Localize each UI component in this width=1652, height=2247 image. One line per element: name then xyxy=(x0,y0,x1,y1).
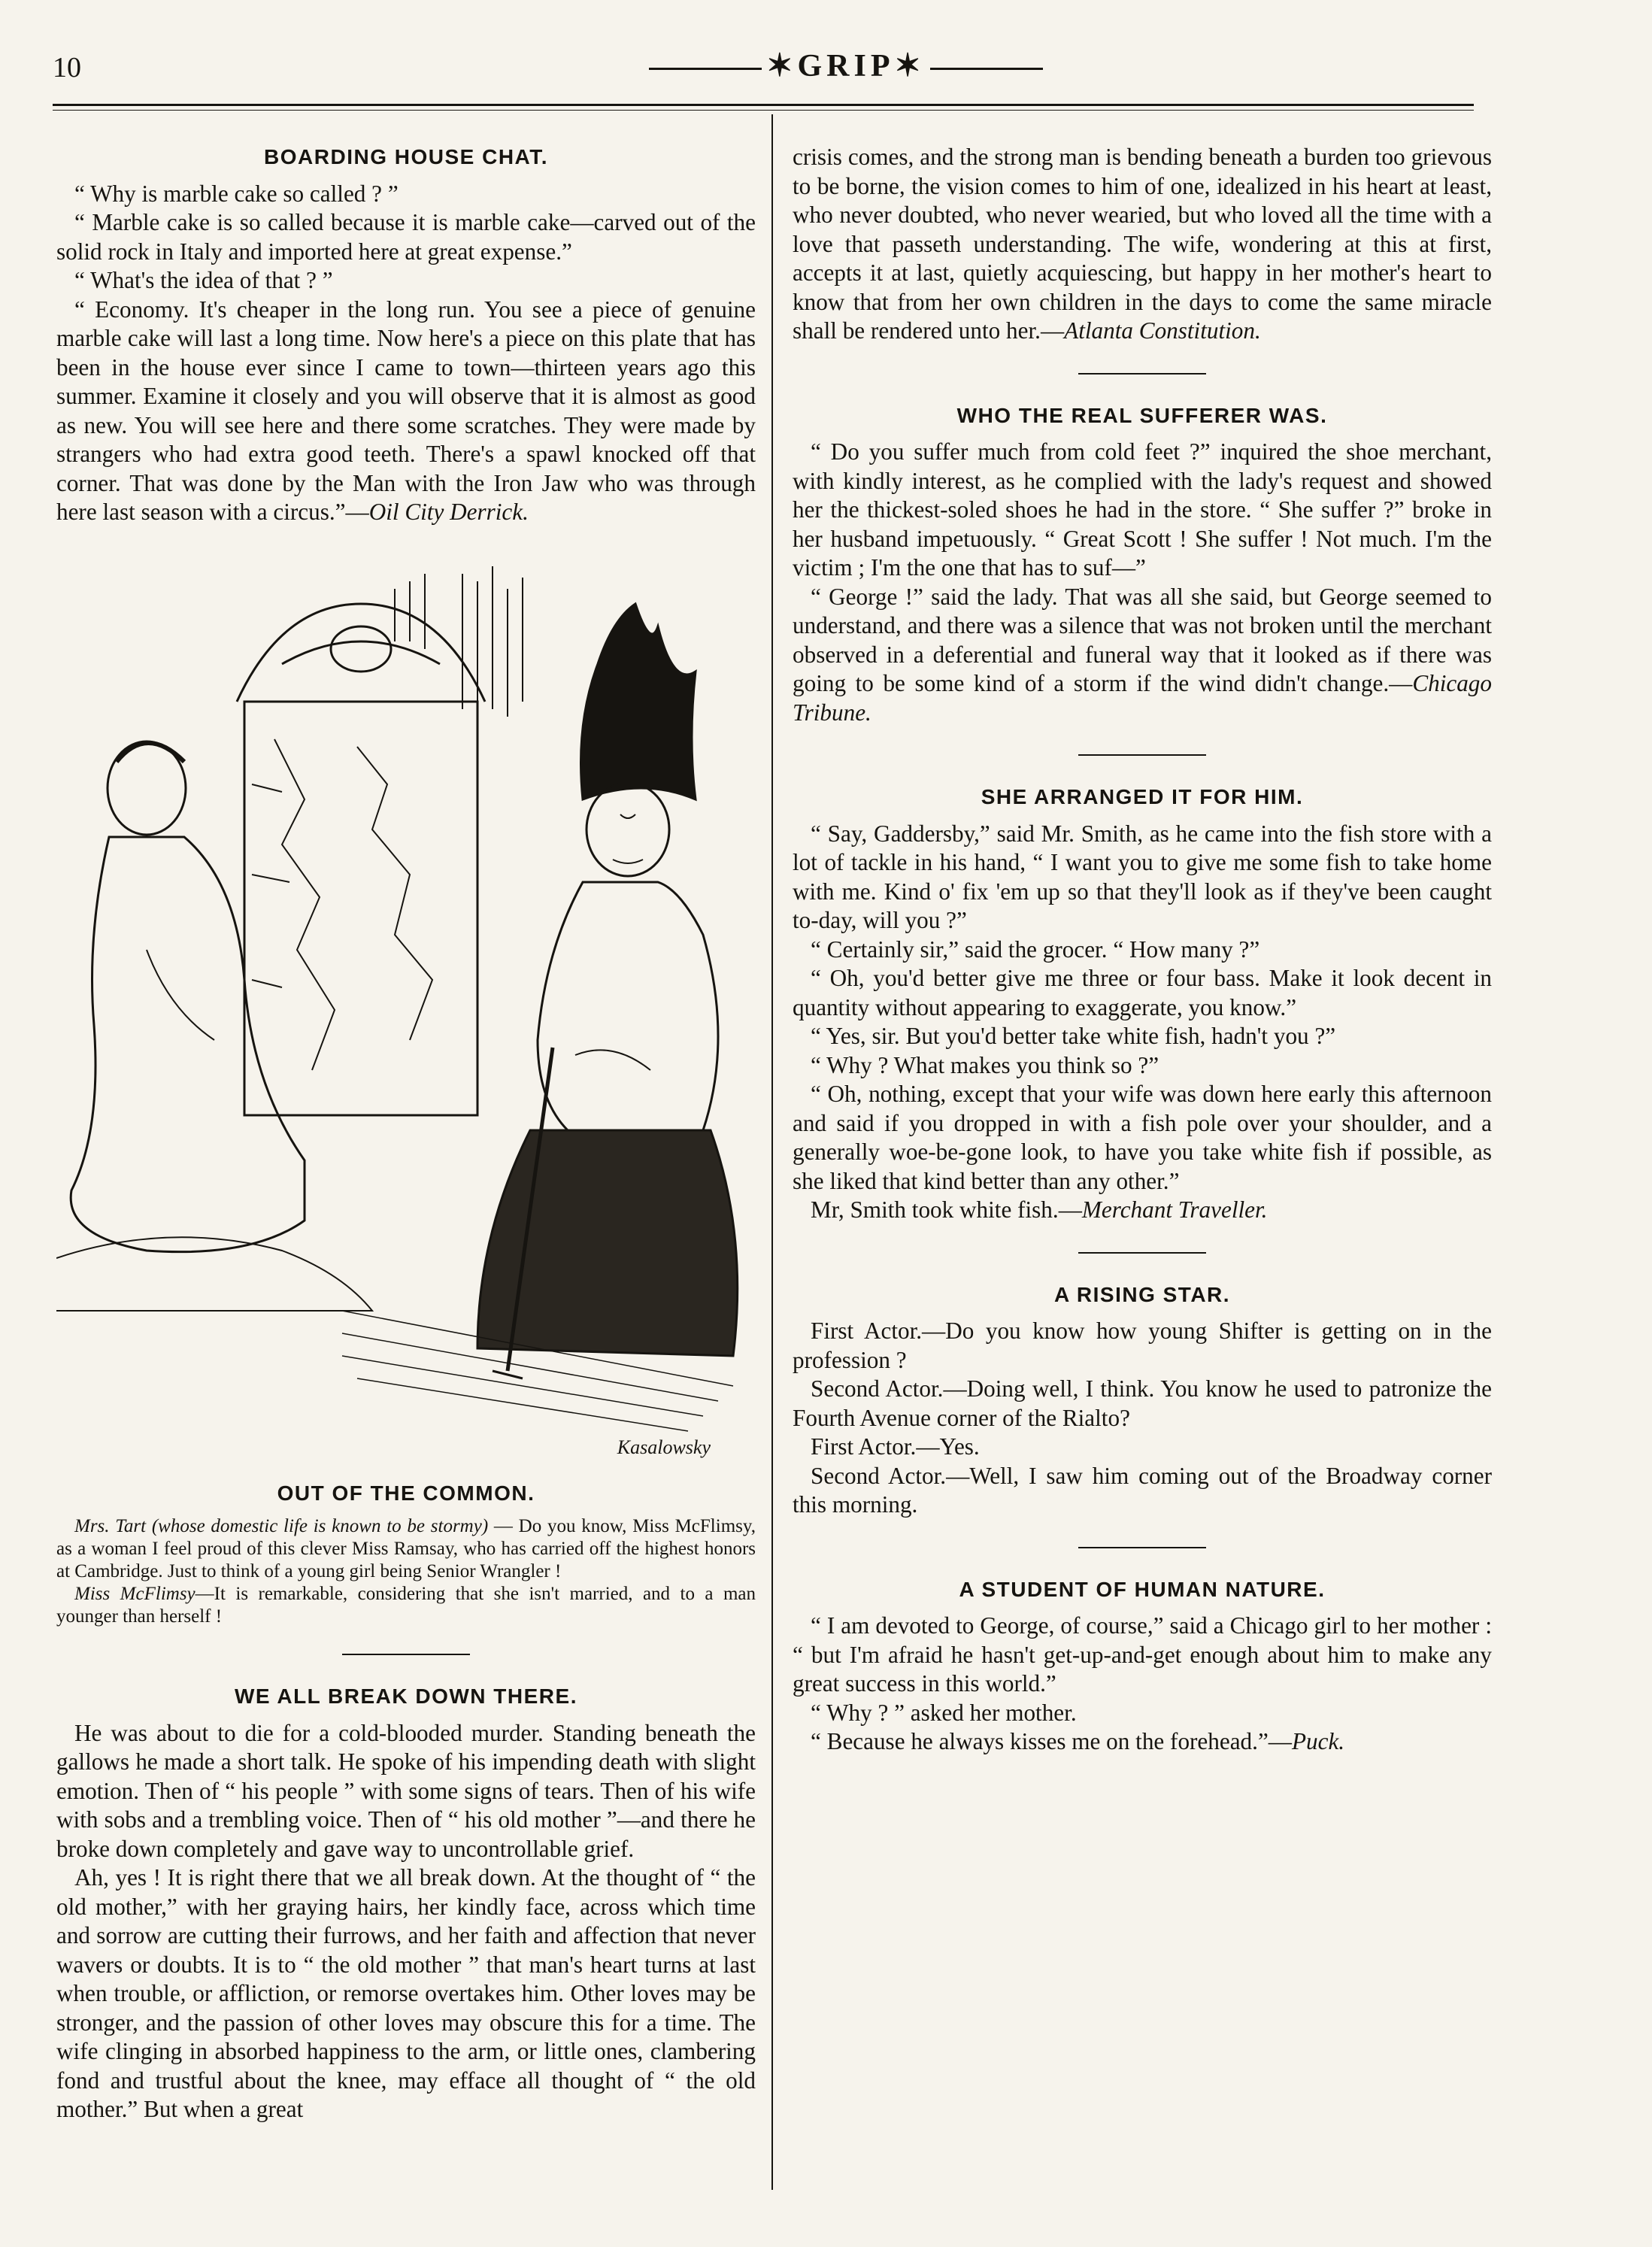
figure-right-hat xyxy=(581,604,696,799)
paragraph: “ Say, Gaddersby,” said Mr. Smith, as he came into the fish store with a lot of tackle in his hand, “ I want you to give me some fish to take home with me. Kind o' fix 'em up so that they'll look as if they've been caught to-day, will you ?” xyxy=(793,820,1492,933)
column-divider xyxy=(771,114,773,2190)
paragraph: Ah, yes ! It is right there that we all break down. At the thought of “ the old mother,” with her graying hairs, her kindly face, across which time and sorrow are cutting their furrows, and her faith and affection that never wavers or doubts. It is to “ the old mother ” that man's heart turns at last when trouble, or affliction, or remorse overtakes him. Other loves may be stronger, and the passion of other loves may obscure this for a time. The wife clinging in absorbed happiness to the arm, or little ones, clambering fond and trustful about the knee, may efface all thought of “ the old mother.” But when a great xyxy=(56,1864,756,2122)
paragraph-text: “ George !” said the lady. That was all she said, but George seemed to understand, and there was a silence that was not broken until the merchant observed in a deferential and funeral way that it looked as if there was going to be some kind of a storm if the wind didn't change.— xyxy=(793,583,1492,696)
masthead-rule-right xyxy=(930,68,1043,70)
masthead-rule-left xyxy=(649,68,762,70)
right-column xyxy=(793,143,1492,1757)
source-credit: Merchant Traveller. xyxy=(1081,1196,1268,1223)
cartoon-illustration xyxy=(56,559,756,1469)
publication-title: GRIP xyxy=(797,49,895,83)
figure-right-body xyxy=(538,882,718,1130)
star-icon: ✶ xyxy=(894,49,926,83)
article-heading: WE ALL BREAK DOWN THERE. xyxy=(235,1684,577,1708)
paragraph: “ Do you suffer much from cold feet ?” inquired the shoe merchant, with kindly interest, as he complied with the lady's request and showed her the thickest-soled shoes he had in the store. “ She suffer ?” broke in her husband impetuously. “ Great Scott ! She suffer ! Not much. I'm the victim ; I'm the one that has to suf—” xyxy=(793,438,1492,581)
source-credit: Puck. xyxy=(1291,1728,1345,1754)
mirror-frame xyxy=(244,702,477,1115)
paragraph: Second Actor.—Doing well, I think. You know he used to patronize the Fourth Avenue corner of the Rialto? xyxy=(793,1375,1492,1431)
paragraph: “ I am devoted to George, of course,” said a Chicago girl to her mother : “ but I'm afraid he hasn't get-up-and-get enough about him to make any great success in this world.” xyxy=(793,1612,1492,1697)
page-number: 10 xyxy=(53,52,81,83)
paragraph-text: “ Because he always kisses me on the forehead.”— xyxy=(811,1728,1292,1754)
masthead xyxy=(53,47,1474,92)
source-credit: Chicago Tribune. xyxy=(793,670,1492,726)
paragraph: He was about to die for a cold-blooded murder. Standing beneath the gallows he made a short talk. He spoke of his impending death with slight emotion. Then of “ his people ” with some signs of tears. Then of his wife with sobs and a trembling voice. Then of “ his old mother ”—and there he broke down completely and gave way to uncontrollable grief. xyxy=(56,1719,756,1862)
masthead-title-wrap xyxy=(613,47,1079,84)
paragraph xyxy=(793,1727,1492,1757)
paragraph: “ Why is marble cake so called ? ” xyxy=(74,180,399,207)
paragraph xyxy=(56,296,756,527)
paragraph: “ Yes, sir. But you'd better take white fish, hadn't you ?” xyxy=(811,1023,1336,1049)
article-heading: A RISING STAR. xyxy=(1053,1282,1231,1306)
illustration-heading: OUT OF THE COMMON. xyxy=(277,1481,535,1505)
caption-paragraph xyxy=(56,1515,756,1583)
paragraph: “ Certainly sir,” said the grocer. “ How many ?” xyxy=(811,935,1260,963)
figure-right-head xyxy=(587,783,669,876)
article-heading: SHE ARRANGED IT FOR HIM. xyxy=(981,785,1304,808)
paragraph xyxy=(793,583,1492,728)
illustrator-signature: Kasalowsky xyxy=(617,1436,711,1458)
source-credit: Oil City Derrick. xyxy=(368,499,529,525)
mirror-crest xyxy=(237,604,485,702)
paragraph: “ Why ? What makes you think so ?” xyxy=(811,1051,1159,1078)
article-heading: A STUDENT OF HUMAN NATURE. xyxy=(959,1577,1326,1601)
star-icon: ✶ xyxy=(766,49,798,83)
paragraph: First Actor.—Do you know how young Shifter is getting on in the profession ? xyxy=(793,1318,1492,1373)
paragraph-text: Mr, Smith took white fish.— xyxy=(811,1196,1082,1223)
figure-left-body xyxy=(71,837,305,1252)
paragraph: “ What's the idea of that ? ” xyxy=(74,267,333,293)
paragraph xyxy=(793,1196,1492,1225)
paragraph: “ Oh, nothing, except that your wife was down here early this afternoon and said if you dropped in with a fish pole over your shoulder, and a generally woe-be-gone look, to have you take white fish if possible, as she liked that kind better than any other.” xyxy=(793,1081,1492,1194)
source-credit: Atlanta Constitution. xyxy=(1064,317,1261,344)
header-rule xyxy=(53,104,1474,106)
caption-text: —It is remarkable, considering that she isn't married, and to a man younger than herself ! xyxy=(56,1584,756,1627)
caption-text: — Do you know, Miss McFlimsy, as a woman I feel proud of this clever Miss Ramsay, who has carried off the highest honors at Cambridge. Just to think of a young girl being Senior Wrangler ! xyxy=(56,1516,756,1581)
caption-speaker: Miss McFlimsy xyxy=(74,1584,196,1604)
paragraph: “ Oh, you'd better give me three or four bass. Make it look decent in quantity without appearing to exaggerate, you know.” xyxy=(793,965,1492,1020)
paragraph: “ Marble cake is so called because it is marble cake—carved out of the solid rock in Italy and imported here at great expense.” xyxy=(56,209,756,265)
paragraph xyxy=(793,143,1492,346)
article-heading: BOARDING HOUSE CHAT. xyxy=(264,145,548,168)
left-column xyxy=(56,143,756,2124)
article-heading: WHO THE REAL SUFFERER WAS. xyxy=(956,403,1328,427)
illustration-caption xyxy=(56,1479,756,1629)
paragraph: Second Actor.—Well, I saw him coming out of the Broadway corner this morning. xyxy=(793,1462,1492,1518)
caption-paragraph xyxy=(56,1583,756,1628)
paragraph-text: crisis comes, and the strong man is bending beneath a burden too grievous to be borne, the vision comes to him of one, idealized in his heart at least, who never doubted, who never wearied, but who loved all the time with a love that passeth understanding. The wife, wondering at this at first, accepts it at last, quietly acquiescing, but happy in her mother's heart to know that from her own children in the days to come the same miracle shall be rendered unto her.— xyxy=(793,144,1492,344)
header-rule-thin xyxy=(53,110,1474,111)
caption-speaker: Mrs. Tart (whose domestic life is known to be stormy) xyxy=(74,1516,489,1536)
paragraph: First Actor.—Yes. xyxy=(811,1433,980,1460)
paragraph: “ Why ? ” asked her mother. xyxy=(811,1699,1077,1726)
paragraph-text: “ Economy. It's cheaper in the long run. You see a piece of genuine marble cake will last a long time. Now here's a piece on this plate that has been in the house ever since I came to town—thirteen years ago this summer. Examine it closely and you will observe that it is almost as good as new. You will see here and there some scratches. They were made by strangers who had extra good teeth. There's a spawl knocked off that corner. That was done by the Man with the Iron Jaw who was through here last season with a circus.”— xyxy=(56,296,756,525)
